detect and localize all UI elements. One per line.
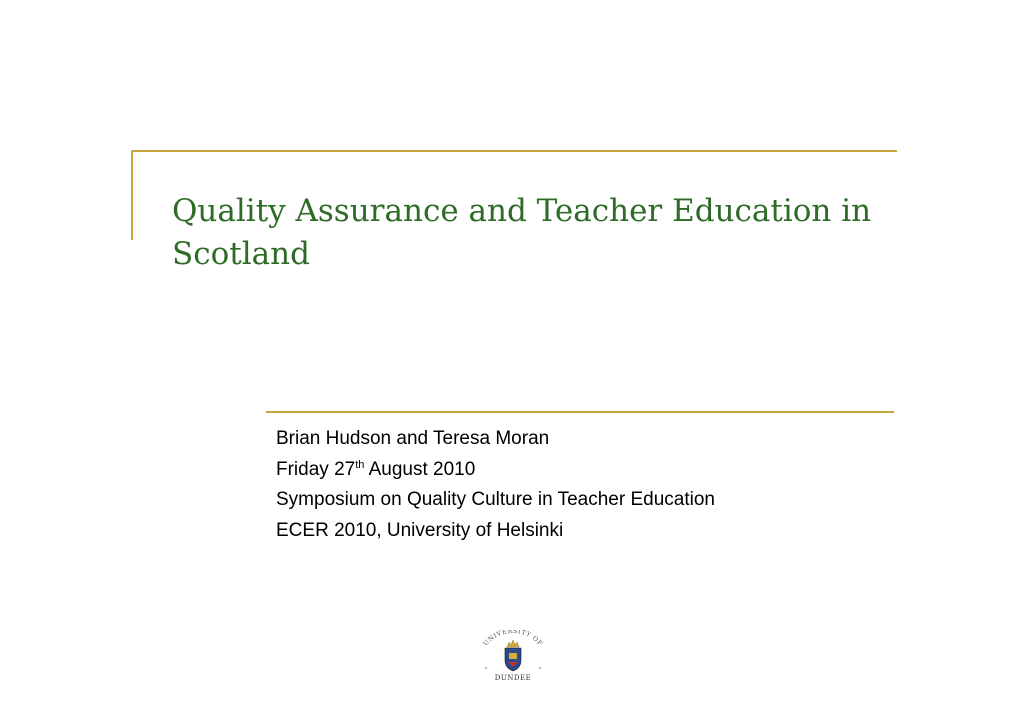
logo-arc-text: UNIVERSITY OF [482,630,544,648]
authors-line: Brian Hudson and Teresa Moran [276,428,550,449]
symposium-line: Symposium on Quality Culture in Teacher Education [276,489,715,510]
university-logo [468,630,558,682]
slide-title: Quality Assurance and Teacher Education in Scotland [172,193,872,272]
date-line [276,455,715,486]
subtitle-rule [266,411,894,413]
date-month-year: August 2010 [364,458,476,480]
university-crest-icon [468,630,558,682]
title-top-rule [131,150,897,152]
title-left-rule [131,150,133,240]
venue-line: ECER 2010, University of Helsinki [276,519,564,541]
logo-name-text: DUNDEE [494,674,532,682]
presentation-info [276,424,715,546]
date-prefix: Friday 27 [276,458,356,480]
date-ordinal-suffix: th [355,458,365,471]
